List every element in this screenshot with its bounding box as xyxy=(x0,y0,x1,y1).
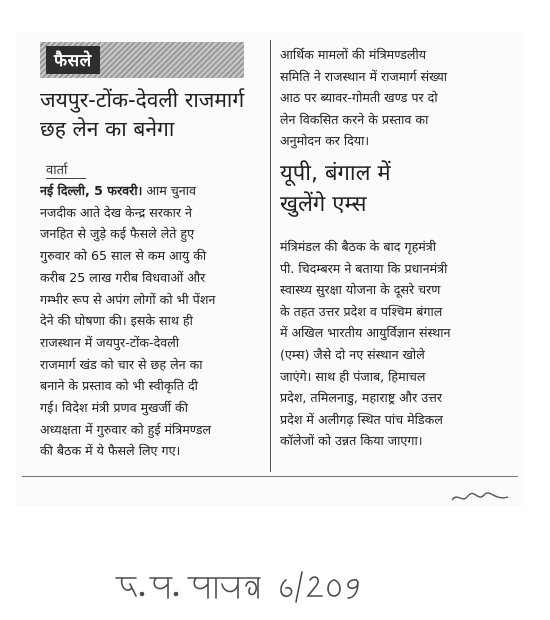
body-line: प्रदेश, तमिलनाडु, महाराष्ट्र और उत्तर xyxy=(280,390,442,406)
byline: वार्ता xyxy=(46,163,68,178)
body-line: स्वास्थ्य सुरक्षा योजना के दूसरे चरण xyxy=(280,282,441,298)
column-divider xyxy=(270,40,271,472)
left-headline xyxy=(40,86,266,144)
left-headline-line: छह लेन का बनेगा xyxy=(40,117,175,141)
body-line: आठ पर ब्यावर-गोमती खण्ड पर दो xyxy=(280,90,438,105)
right-headline-line: खुलेंगे एम्स xyxy=(280,192,367,217)
section-label: फैसले xyxy=(46,46,100,74)
body-line: अध्यक्षता में गुरुवार को हुई मंत्रिमण्डल xyxy=(40,421,212,437)
body-line: मंत्रिमंडल की बैठक के बाद गृहमंत्री xyxy=(280,239,437,254)
body-line: देने की घोषणा की। इसके साथ ही xyxy=(40,313,193,329)
body-line: में अखिल भारतीय आयुर्विज्ञान संस्थान xyxy=(280,325,451,341)
body-line: कॉलेजों को उन्नत किया जाएगा। xyxy=(280,433,423,449)
body-line: राजमार्ग खंड को चार से छह लेन का xyxy=(40,356,203,372)
body-line: गुरुवार को 65 साल से कम आयु की xyxy=(40,248,207,264)
dateline: नई दिल्ली, 5 फरवरी। xyxy=(40,183,143,198)
body-line: राजस्थान में जयपुर-टोंक-देवली xyxy=(40,334,180,350)
body-line: लेन विकसित करने के प्रस्ताव का xyxy=(280,111,429,127)
right-article-body xyxy=(280,236,512,452)
right-headline-line: यूपी, बंगाल में xyxy=(280,161,391,186)
body-line: करीब 25 लाख गरीब विधवाओं और xyxy=(40,269,206,285)
body-text: आम चुनाव xyxy=(146,183,197,198)
body-line: गई। विदेश मंत्री प्रणव मुखर्जी की xyxy=(40,400,188,416)
handwritten-note xyxy=(110,564,370,608)
body-line: के तहत उत्तर प्रदेश व पश्चिम बंगाल xyxy=(280,303,443,319)
section-label-badge xyxy=(40,42,244,78)
byline-underline xyxy=(46,178,86,179)
body-line: जाएंगे। साथ ही पंजाब, हिमाचल xyxy=(280,368,426,384)
clipping-bottom-rule xyxy=(22,476,518,477)
body-line: की बैठक में ये फैसले लिए गए। xyxy=(40,443,181,459)
body-line: समिति ने राजस्थान में राजमार्ग संख्या xyxy=(280,68,448,84)
body-line: आर्थिक मामलों की मंत्रिमण्डलीय xyxy=(280,47,427,62)
left-article-body xyxy=(40,180,262,462)
body-line: प्रदेश में अलीगढ़ स्थित पांच मेडिकल xyxy=(280,411,443,427)
left-headline-line: जयपुर-टोंक-देवली राजमार्ग xyxy=(40,88,245,112)
body-line xyxy=(40,180,262,202)
body-line: (एम्स) जैसे दो नए संस्थान खोले xyxy=(280,346,425,362)
right-top-body xyxy=(280,44,512,152)
signature-scribble xyxy=(450,488,510,506)
body-line: बनाने के प्रस्ताव को भी स्वीकृति दी xyxy=(40,378,198,394)
body-line: जनहित से जुड़े कई फैसले लेते हुए xyxy=(40,226,195,242)
body-line: पी. चिदम्बरम ने बताया कि प्रधानमंत्री xyxy=(280,260,448,276)
body-line: गम्भीर रूप से अपंग लोगों को भी पेंशन xyxy=(40,291,216,307)
body-line: अनुमोदन कर दिया। xyxy=(280,133,370,148)
body-line: नजदीक आते देख केन्द्र सरकार ने xyxy=(40,204,192,220)
right-headline xyxy=(280,158,512,220)
